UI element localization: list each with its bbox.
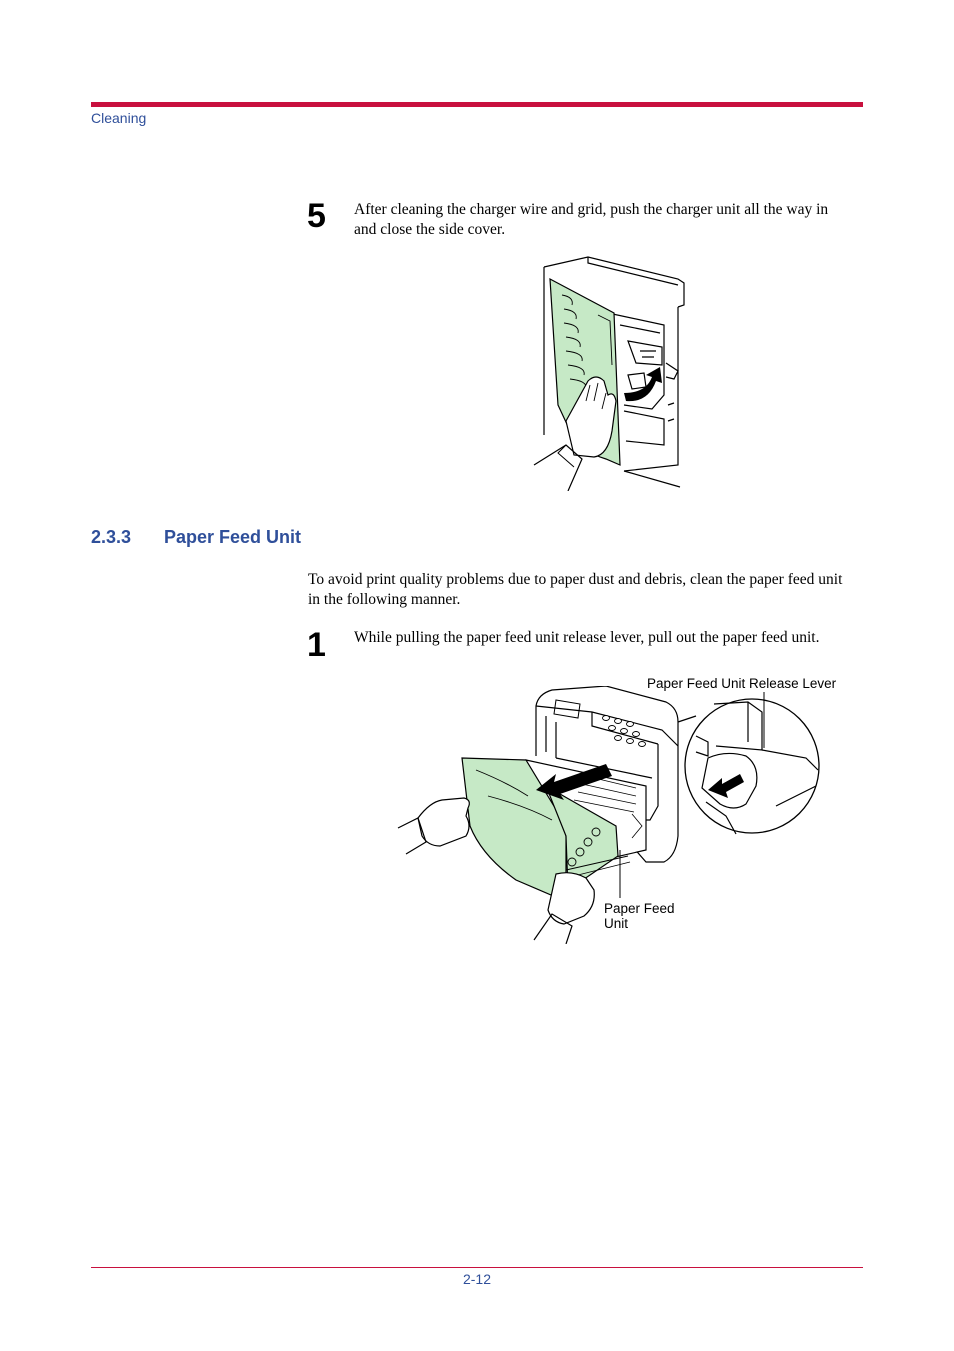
header-section-label: Cleaning xyxy=(91,110,147,126)
callout-paper-feed-unit-line2: Unit xyxy=(604,916,629,931)
callout-paper-feed-unit-line1: Paper Feed xyxy=(604,901,675,916)
page-number: 2-12 xyxy=(462,1271,492,1287)
step-1-text: While pulling the paper feed unit release lever, pull out the paper feed unit. xyxy=(354,629,820,646)
callout-release-lever: Paper Feed Unit Release Lever xyxy=(647,676,837,691)
step-1-number: 1 xyxy=(307,626,326,664)
step-5-text: After cleaning the charger wire and grid, push the charger unit all the way in and close the side cover. xyxy=(354,201,829,238)
section-number: 2.3.3 xyxy=(91,527,132,547)
footer-rule xyxy=(91,1267,863,1268)
section-intro: To avoid print quality problems due to paper dust and debris, clean the paper feed unit in the following manner. xyxy=(308,571,843,608)
header-rule xyxy=(91,102,863,107)
figure-close-side-cover xyxy=(528,255,688,491)
section-heading xyxy=(91,527,301,548)
section-title: Paper Feed Unit xyxy=(164,527,302,547)
step-5-number: 5 xyxy=(307,197,326,235)
